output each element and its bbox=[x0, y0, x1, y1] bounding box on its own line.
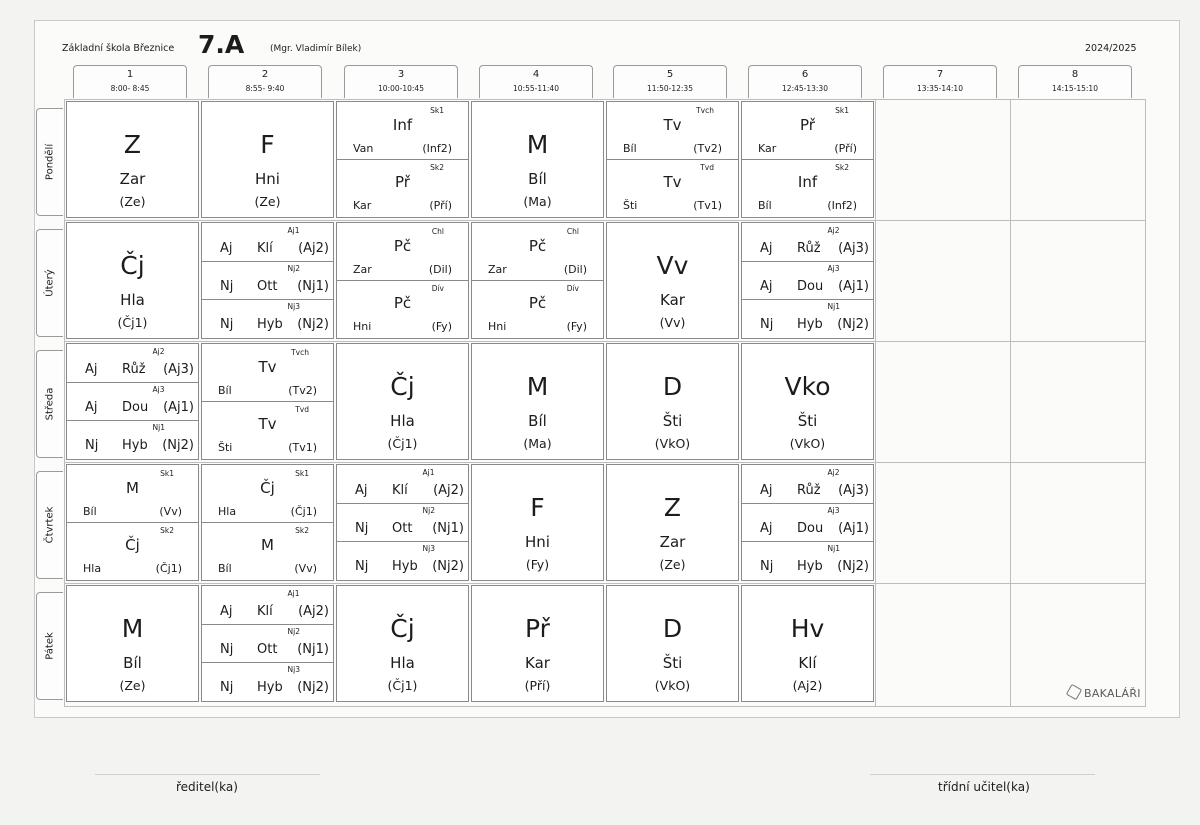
lesson-room: (Aj1) bbox=[838, 279, 869, 294]
lesson-group: Sk1 Př Kar (Pří) bbox=[742, 102, 873, 160]
lesson-teacher: Ott bbox=[257, 279, 278, 294]
class-name: 7.A bbox=[198, 30, 245, 59]
lesson-subject: M bbox=[261, 536, 274, 554]
lesson-teacher: Hni bbox=[353, 320, 372, 333]
lesson-teacher: Hni bbox=[255, 170, 280, 188]
lesson-cell[interactable] bbox=[336, 585, 469, 702]
lesson-teacher: Bíl bbox=[623, 142, 637, 155]
lesson-room: (Nj2) bbox=[297, 680, 329, 695]
lesson-group: Aj1 Aj Klí (Aj2) bbox=[202, 586, 333, 625]
lesson-group: Nj3 Nj Hyb (Nj2) bbox=[220, 302, 329, 332]
lesson-subject: Tv bbox=[663, 173, 682, 191]
lesson-room: (Pří) bbox=[834, 142, 857, 155]
lesson-subject: Nj bbox=[760, 559, 774, 574]
lesson-group: Nj1 Nj Hyb (Nj2) bbox=[760, 544, 869, 574]
lesson-teacher: Hni bbox=[488, 320, 507, 333]
lesson-room: (Aj2) bbox=[433, 483, 464, 498]
lesson-subject: Čj bbox=[125, 536, 140, 554]
lesson-teacher: Šti bbox=[218, 441, 233, 454]
lesson-teacher: Bíl bbox=[218, 384, 232, 397]
lesson-cell-groups[interactable] bbox=[741, 222, 874, 339]
lesson-subject: Nj bbox=[355, 559, 369, 574]
lesson-subject: M bbox=[526, 130, 549, 159]
lesson-teacher: Hni bbox=[525, 533, 550, 551]
signature-line bbox=[870, 774, 1095, 775]
lesson-teacher: Zar bbox=[353, 263, 372, 276]
period-header: 6 12:45-13:30 bbox=[748, 65, 862, 98]
lesson-teacher: Růž bbox=[797, 241, 821, 256]
lesson-subject: Nj bbox=[760, 317, 774, 332]
lesson-room: (Čj1) bbox=[290, 505, 317, 518]
lesson-room: (VkO) bbox=[654, 436, 691, 451]
lesson-cell-split[interactable] bbox=[471, 222, 604, 339]
lesson-room: (VkO) bbox=[789, 436, 826, 451]
lesson-group: Tvd Tv Šti (Tv1) bbox=[607, 159, 738, 216]
lesson-room: (Tv1) bbox=[288, 441, 317, 454]
day-label-utery: Úterý bbox=[36, 229, 63, 337]
lesson-room: (Fy) bbox=[566, 320, 587, 333]
lesson-group: Sk1 Čj Hla (Čj1) bbox=[202, 465, 333, 523]
lesson-teacher: Růž bbox=[122, 362, 146, 377]
lesson-cell[interactable] bbox=[606, 585, 739, 702]
lesson-group: Sk2 Inf Bíl (Inf2) bbox=[742, 159, 873, 216]
lesson-cell-groups[interactable] bbox=[336, 464, 469, 581]
lesson-subject: Hv bbox=[790, 614, 825, 643]
lesson-teacher: Bíl bbox=[83, 505, 97, 518]
lesson-group: Chl Pč Zar (Dil) bbox=[337, 223, 468, 281]
lesson-group: Aj3 Aj Dou (Aj1) bbox=[67, 382, 198, 421]
lesson-teacher: Šti bbox=[623, 199, 638, 212]
lesson-room: (Dil) bbox=[563, 263, 587, 276]
lesson-subject: Aj bbox=[85, 362, 98, 377]
lesson-subject: M bbox=[526, 372, 549, 401]
lesson-teacher: Bíl bbox=[528, 170, 547, 188]
lesson-subject: Pč bbox=[393, 294, 412, 312]
lesson-group: Aj3 Aj Dou (Aj1) bbox=[742, 503, 873, 542]
period-header: 8 14:15-15:10 bbox=[1018, 65, 1132, 98]
lesson-subject: Aj bbox=[85, 400, 98, 415]
grid-line bbox=[64, 341, 1146, 342]
lesson-room: (Aj3) bbox=[838, 241, 869, 256]
lesson-group: Nj2 Nj Ott (Nj1) bbox=[202, 624, 333, 663]
lesson-teacher: Kar bbox=[525, 654, 550, 672]
lesson-group: Nj3 Nj Hyb (Nj2) bbox=[355, 544, 464, 574]
lesson-cell-split[interactable] bbox=[66, 464, 199, 581]
lesson-cell-split[interactable] bbox=[336, 101, 469, 218]
lesson-teacher: Kar bbox=[660, 291, 685, 309]
lesson-subject: Aj bbox=[220, 604, 233, 619]
lesson-group: Tvd Tv Šti (Tv1) bbox=[202, 401, 333, 458]
lesson-cell[interactable] bbox=[66, 222, 199, 339]
lesson-subject: Tv bbox=[258, 415, 277, 433]
lesson-group: Sk2 M Bíl (Vv) bbox=[202, 522, 333, 579]
lesson-subject: Nj bbox=[220, 642, 234, 657]
lesson-subject: Aj bbox=[760, 483, 773, 498]
lesson-group: Nj3 Nj Hyb (Nj2) bbox=[220, 665, 329, 695]
lesson-group: Chl Pč Zar (Dil) bbox=[472, 223, 603, 281]
lesson-group: Nj1 Nj Hyb (Nj2) bbox=[760, 302, 869, 332]
lesson-subject: Aj bbox=[355, 483, 368, 498]
lesson-room: (Fy) bbox=[431, 320, 452, 333]
lesson-teacher: Hla bbox=[390, 412, 415, 430]
lesson-room: (Vv) bbox=[294, 562, 317, 575]
lesson-group: Aj2 Aj Růž (Aj3) bbox=[67, 344, 198, 383]
lesson-cell[interactable] bbox=[471, 585, 604, 702]
lesson-room: (Nj2) bbox=[162, 438, 194, 453]
lesson-subject: Vko bbox=[784, 372, 831, 401]
lesson-subject: D bbox=[662, 372, 683, 401]
lesson-group: Aj2 Aj Růž (Aj3) bbox=[742, 465, 873, 504]
lesson-teacher: Hyb bbox=[257, 317, 283, 332]
lesson-teacher: Dou bbox=[797, 279, 824, 294]
lesson-teacher: Hyb bbox=[392, 559, 418, 574]
lesson-subject: M bbox=[126, 479, 139, 497]
signature-line bbox=[95, 774, 320, 775]
lesson-room: (Aj2) bbox=[792, 678, 823, 693]
lesson-room: (Inf2) bbox=[827, 199, 857, 212]
lesson-cell-split[interactable] bbox=[201, 343, 334, 460]
lesson-subject: Inf bbox=[797, 173, 818, 191]
lesson-cell[interactable] bbox=[606, 343, 739, 460]
lesson-room: (Aj1) bbox=[163, 400, 194, 415]
lesson-room: (Čj1) bbox=[155, 562, 182, 575]
lesson-subject: Nj bbox=[220, 279, 234, 294]
lesson-teacher: Klí bbox=[257, 241, 273, 256]
lesson-teacher: Šti bbox=[662, 654, 683, 672]
lesson-room: (Ze) bbox=[119, 194, 146, 209]
lesson-group: Sk1 Inf Van (Inf2) bbox=[337, 102, 468, 160]
lesson-group: Tvch Tv Bíl (Tv2) bbox=[607, 102, 738, 160]
lesson-room: (Ze) bbox=[254, 194, 281, 209]
lesson-group: Dív Pč Hni (Fy) bbox=[337, 280, 468, 337]
lesson-subject: Z bbox=[663, 493, 682, 522]
lesson-subject: Vv bbox=[656, 251, 689, 280]
lesson-teacher: Kar bbox=[758, 142, 777, 155]
lesson-cell[interactable] bbox=[606, 464, 739, 581]
lesson-room: (Inf2) bbox=[422, 142, 452, 155]
lesson-subject: Čj bbox=[390, 614, 415, 643]
lesson-room: (Nj1) bbox=[297, 279, 329, 294]
lesson-room: (Nj2) bbox=[837, 317, 869, 332]
lesson-room: (Ze) bbox=[659, 557, 686, 572]
lesson-room: (Tv2) bbox=[693, 142, 722, 155]
lesson-subject: Pč bbox=[528, 237, 547, 255]
lesson-cell-split[interactable] bbox=[606, 101, 739, 218]
period-header: 1 8:00- 8:45 bbox=[73, 65, 187, 98]
period-header: 2 8:55- 9:40 bbox=[208, 65, 322, 98]
lesson-cell[interactable] bbox=[336, 343, 469, 460]
lesson-subject: Tv bbox=[663, 116, 682, 134]
lesson-teacher: Bíl bbox=[218, 562, 232, 575]
lesson-subject: Čj bbox=[120, 251, 145, 280]
grid-line bbox=[1145, 99, 1146, 706]
period-header: 4 10:55-11:40 bbox=[479, 65, 593, 98]
lesson-teacher: Zar bbox=[659, 533, 686, 551]
school-name: Základní škola Březnice bbox=[62, 43, 175, 54]
lesson-teacher: Dou bbox=[797, 521, 824, 536]
lesson-subject: Čj bbox=[260, 479, 275, 497]
lesson-subject: Tv bbox=[258, 358, 277, 376]
lesson-subject: Nj bbox=[355, 521, 369, 536]
lesson-cell-groups[interactable] bbox=[741, 464, 874, 581]
lesson-teacher: Bíl bbox=[528, 412, 547, 430]
lesson-room: (Aj1) bbox=[838, 521, 869, 536]
day-label-patek: Pátek bbox=[36, 592, 63, 700]
lesson-cell-split[interactable] bbox=[741, 101, 874, 218]
lesson-teacher: Bíl bbox=[123, 654, 142, 672]
lesson-teacher: Šti bbox=[662, 412, 683, 430]
lesson-teacher: Ott bbox=[257, 642, 278, 657]
lesson-room: (Tv2) bbox=[288, 384, 317, 397]
lesson-subject: Nj bbox=[220, 317, 234, 332]
lesson-subject: Př bbox=[395, 173, 410, 191]
lesson-cell-groups[interactable] bbox=[201, 585, 334, 702]
grid-line bbox=[64, 99, 65, 706]
lesson-group: Sk1 M Bíl (Vv) bbox=[67, 465, 198, 523]
grid-line bbox=[64, 462, 1146, 463]
lesson-teacher: Dou bbox=[122, 400, 149, 415]
lesson-group: Sk2 Čj Hla (Čj1) bbox=[67, 522, 198, 579]
lesson-group: Nj2 Nj Ott (Nj1) bbox=[337, 503, 468, 542]
lesson-room: (Nj1) bbox=[432, 521, 464, 536]
grid-line bbox=[64, 583, 1146, 584]
lesson-room: (Čj1) bbox=[387, 678, 418, 693]
lesson-teacher: Klí bbox=[798, 654, 817, 672]
lesson-teacher: Van bbox=[353, 142, 374, 155]
lesson-group: Dív Pč Hni (Fy) bbox=[472, 280, 603, 337]
lesson-teacher: Klí bbox=[257, 604, 273, 619]
lesson-room: (Tv1) bbox=[693, 199, 722, 212]
lesson-cell[interactable] bbox=[741, 585, 874, 702]
lesson-room: (Fy) bbox=[525, 557, 550, 572]
lesson-teacher: Hyb bbox=[797, 317, 823, 332]
grid-line bbox=[64, 99, 1146, 100]
lesson-cell[interactable] bbox=[741, 343, 874, 460]
school-year: 2024/2025 bbox=[1085, 43, 1137, 54]
lesson-subject: Aj bbox=[760, 279, 773, 294]
lesson-cell[interactable] bbox=[471, 101, 604, 218]
lesson-cell-split[interactable] bbox=[201, 464, 334, 581]
lesson-subject: F bbox=[530, 493, 545, 522]
lesson-room: (Pří) bbox=[429, 199, 452, 212]
lesson-cell[interactable] bbox=[471, 343, 604, 460]
lesson-room: (Nj2) bbox=[297, 317, 329, 332]
lesson-teacher: Hla bbox=[390, 654, 415, 672]
lesson-group: Aj2 Aj Růž (Aj3) bbox=[742, 223, 873, 262]
lesson-room: (Vv) bbox=[659, 315, 686, 330]
grid-line bbox=[1010, 99, 1011, 706]
lesson-cell[interactable] bbox=[201, 101, 334, 218]
lesson-cell-groups[interactable] bbox=[66, 343, 199, 460]
lesson-room: (Čj1) bbox=[387, 436, 418, 451]
lesson-cell[interactable] bbox=[471, 464, 604, 581]
lesson-subject: Inf bbox=[392, 116, 413, 134]
lesson-teacher: Hla bbox=[218, 505, 237, 518]
bakalari-logo-icon bbox=[1066, 684, 1082, 700]
period-header: 7 13:35-14:10 bbox=[883, 65, 997, 98]
lesson-teacher: Hyb bbox=[257, 680, 283, 695]
lesson-teacher: Bíl bbox=[758, 199, 772, 212]
lesson-room: (Aj3) bbox=[163, 362, 194, 377]
lesson-teacher: Hyb bbox=[797, 559, 823, 574]
lesson-teacher: Hla bbox=[120, 291, 145, 309]
lesson-room: (Nj1) bbox=[297, 642, 329, 657]
lesson-group: Aj3 Aj Dou (Aj1) bbox=[742, 261, 873, 300]
lesson-teacher: Kar bbox=[353, 199, 372, 212]
grid-line bbox=[64, 220, 1146, 221]
lesson-room: (Nj2) bbox=[432, 559, 464, 574]
lesson-teacher: Hla bbox=[83, 562, 102, 575]
lesson-room: (VkO) bbox=[654, 678, 691, 693]
lesson-teacher: Ott bbox=[392, 521, 413, 536]
lesson-room: (Ma) bbox=[523, 194, 552, 209]
signature-director: ředitel(ka) bbox=[176, 780, 238, 794]
lesson-room: (Čj1) bbox=[117, 315, 148, 330]
lesson-teacher: Růž bbox=[797, 483, 821, 498]
lesson-subject: Př bbox=[800, 116, 815, 134]
day-label-streda: Středa bbox=[36, 350, 63, 458]
lesson-subject: Čj bbox=[390, 372, 415, 401]
class-teacher: (Mgr. Vladimír Bílek) bbox=[270, 44, 362, 54]
lesson-room: (Nj2) bbox=[837, 559, 869, 574]
lesson-cell[interactable] bbox=[66, 585, 199, 702]
lesson-cell[interactable] bbox=[606, 222, 739, 339]
lesson-group: Aj1 Aj Klí (Aj2) bbox=[337, 465, 468, 504]
lesson-teacher: Klí bbox=[392, 483, 408, 498]
lesson-room: (Aj3) bbox=[838, 483, 869, 498]
lesson-room: (Aj2) bbox=[298, 604, 329, 619]
lesson-room: (Vv) bbox=[159, 505, 182, 518]
lesson-room: (Ze) bbox=[119, 678, 146, 693]
lesson-subject: Př bbox=[525, 614, 550, 643]
lesson-subject: Nj bbox=[85, 438, 99, 453]
lesson-teacher: Zar bbox=[119, 170, 146, 188]
lesson-room: (Pří) bbox=[524, 678, 551, 693]
lesson-cell-groups[interactable] bbox=[201, 222, 334, 339]
lesson-group: Aj1 Aj Klí (Aj2) bbox=[202, 223, 333, 262]
day-label-ctvrtek: Čtvrtek bbox=[36, 471, 63, 579]
grid-line bbox=[875, 99, 876, 706]
lesson-subject: Aj bbox=[760, 241, 773, 256]
lesson-subject: M bbox=[121, 614, 144, 643]
lesson-teacher: Zar bbox=[488, 263, 507, 276]
grid-line bbox=[64, 706, 1146, 707]
lesson-subject: Pč bbox=[528, 294, 547, 312]
lesson-group: Nj1 Nj Hyb (Nj2) bbox=[85, 423, 194, 453]
lesson-subject: Nj bbox=[220, 680, 234, 695]
lesson-room: (Aj2) bbox=[298, 241, 329, 256]
lesson-subject: Pč bbox=[393, 237, 412, 255]
lesson-subject: Aj bbox=[220, 241, 233, 256]
day-label-pondeli: Pondělí bbox=[36, 108, 63, 216]
lesson-room: (Ma) bbox=[523, 436, 552, 451]
lesson-room: (Dil) bbox=[428, 263, 452, 276]
lesson-group: Tvch Tv Bíl (Tv2) bbox=[202, 344, 333, 402]
lesson-cell-split[interactable] bbox=[336, 222, 469, 339]
lesson-teacher: Hyb bbox=[122, 438, 148, 453]
period-header: 3 10:00-10:45 bbox=[344, 65, 458, 98]
lesson-teacher: Šti bbox=[797, 412, 818, 430]
lesson-subject: F bbox=[260, 130, 275, 159]
bakalari-logo: BAKALÁŘI bbox=[1068, 686, 1141, 700]
lesson-group: Nj2 Nj Ott (Nj1) bbox=[202, 261, 333, 300]
period-header: 5 11:50-12:35 bbox=[613, 65, 727, 98]
lesson-subject: Aj bbox=[760, 521, 773, 536]
lesson-subject: Z bbox=[123, 130, 142, 159]
lesson-cell[interactable] bbox=[66, 101, 199, 218]
lesson-group: Sk2 Př Kar (Pří) bbox=[337, 159, 468, 216]
signature-class-teacher: třídní učitel(ka) bbox=[938, 780, 1030, 794]
lesson-subject: D bbox=[662, 614, 683, 643]
